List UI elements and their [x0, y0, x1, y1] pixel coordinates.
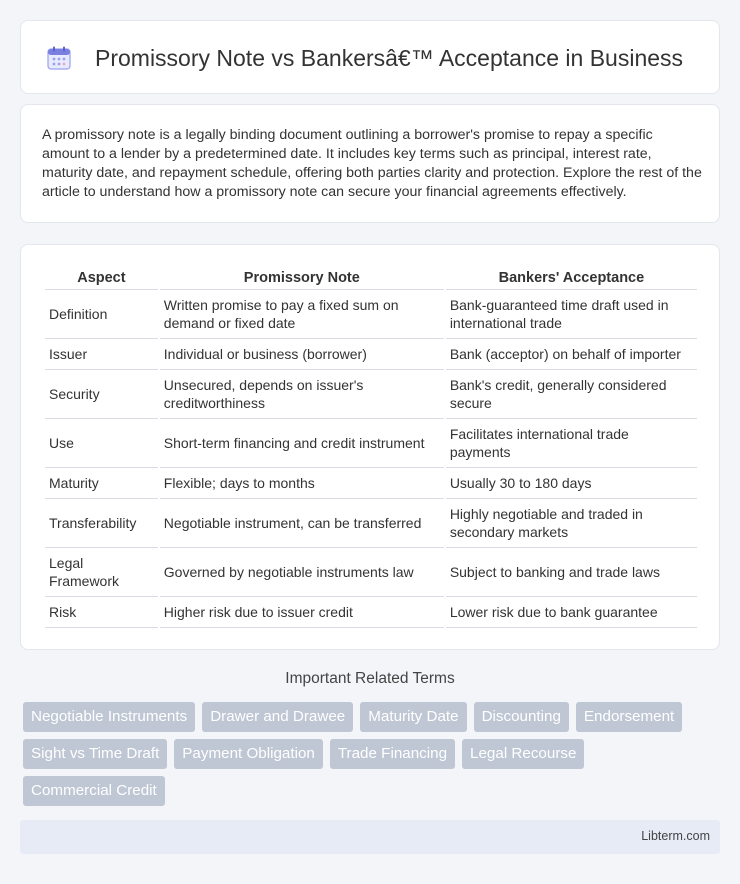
- table-header-row: [45, 268, 697, 290]
- header-card: [20, 20, 720, 94]
- table-cell: Short-term financing and credit instrument: [160, 419, 444, 468]
- footer: [20, 820, 720, 854]
- table-row: [45, 290, 697, 339]
- comparison-table: [43, 268, 699, 628]
- table-cell: Security: [45, 370, 158, 419]
- tag-payment-obligation[interactable]: Payment Obligation: [174, 739, 323, 769]
- footer-site-link[interactable]: Libterm.com: [641, 829, 710, 843]
- tag-trade-financing[interactable]: Trade Financing: [330, 739, 455, 769]
- table-cell: Facilitates international trade payments: [446, 419, 697, 468]
- table-cell: Governed by negotiable instruments law: [160, 548, 444, 597]
- related-terms-list: [23, 702, 723, 806]
- tag-maturity-date[interactable]: Maturity Date: [360, 702, 466, 732]
- table-row: [45, 548, 697, 597]
- table-cell: Highly negotiable and traded in secondary markets: [446, 499, 697, 548]
- table-cell: Written promise to pay a fixed sum on demand or fixed date: [160, 290, 444, 339]
- tag-commercial-credit[interactable]: Commercial Credit: [23, 776, 165, 806]
- table-cell: Unsecured, depends on issuer's creditworthiness: [160, 370, 444, 419]
- header-promissory-note: Promissory Note: [160, 268, 444, 290]
- table-row: [45, 499, 697, 548]
- table-cell: Maturity: [45, 468, 158, 499]
- table-cell: Use: [45, 419, 158, 468]
- table-row: [45, 370, 697, 419]
- table-cell: Negotiable instrument, can be transferred: [160, 499, 444, 548]
- calendar-icon: [46, 45, 72, 71]
- table-cell: Risk: [45, 597, 158, 628]
- table-cell: Bank-guaranteed time draft used in international trade: [446, 290, 697, 339]
- table-cell: Individual or business (borrower): [160, 339, 444, 370]
- table-cell: Bank's credit, generally considered secure: [446, 370, 697, 419]
- header-aspect: Aspect: [45, 268, 158, 290]
- tag-legal-recourse[interactable]: Legal Recourse: [462, 739, 584, 769]
- table-cell: Issuer: [45, 339, 158, 370]
- table-cell: Higher risk due to issuer credit: [160, 597, 444, 628]
- table-cell: Bank (acceptor) on behalf of importer: [446, 339, 697, 370]
- tag-endorsement[interactable]: Endorsement: [576, 702, 682, 732]
- table-cell: Legal Framework: [45, 548, 158, 597]
- comparison-table-card: [20, 244, 720, 650]
- table-cell: Lower risk due to bank guarantee: [446, 597, 697, 628]
- table-row: [45, 339, 697, 370]
- table-row: [45, 419, 697, 468]
- related-terms-title: Important Related Terms: [285, 670, 455, 687]
- intro-card: [20, 104, 720, 223]
- table-row: [45, 597, 697, 628]
- tag-discounting[interactable]: Discounting: [474, 702, 569, 732]
- tag-negotiable-instruments[interactable]: Negotiable Instruments: [23, 702, 195, 732]
- table-cell: Subject to banking and trade laws: [446, 548, 697, 597]
- table-cell: Definition: [45, 290, 158, 339]
- page-title: Promissory Note vs Bankersâ€™ Acceptance in Business: [95, 45, 684, 71]
- header-bankers-acceptance: Bankers' Acceptance: [446, 268, 697, 290]
- table-cell: Flexible; days to months: [160, 468, 444, 499]
- tag-drawer-and-drawee[interactable]: Drawer and Drawee: [202, 702, 353, 732]
- table-cell: Transferability: [45, 499, 158, 548]
- intro-text: A promissory note is a legally binding document outlining a borrower's promise to repay a specific amount to a lender by a predetermined date. It includes key terms such as principal, interest rate, maturity date, and repayment schedule, offering both parties clarity and protection. Explore the rest of the article to understand how a promissory note can secure your financial agreements effectively.: [42, 127, 702, 200]
- table-row: [45, 468, 697, 499]
- table-cell: Usually 30 to 180 days: [446, 468, 697, 499]
- tag-sight-vs-time-draft[interactable]: Sight vs Time Draft: [23, 739, 167, 769]
